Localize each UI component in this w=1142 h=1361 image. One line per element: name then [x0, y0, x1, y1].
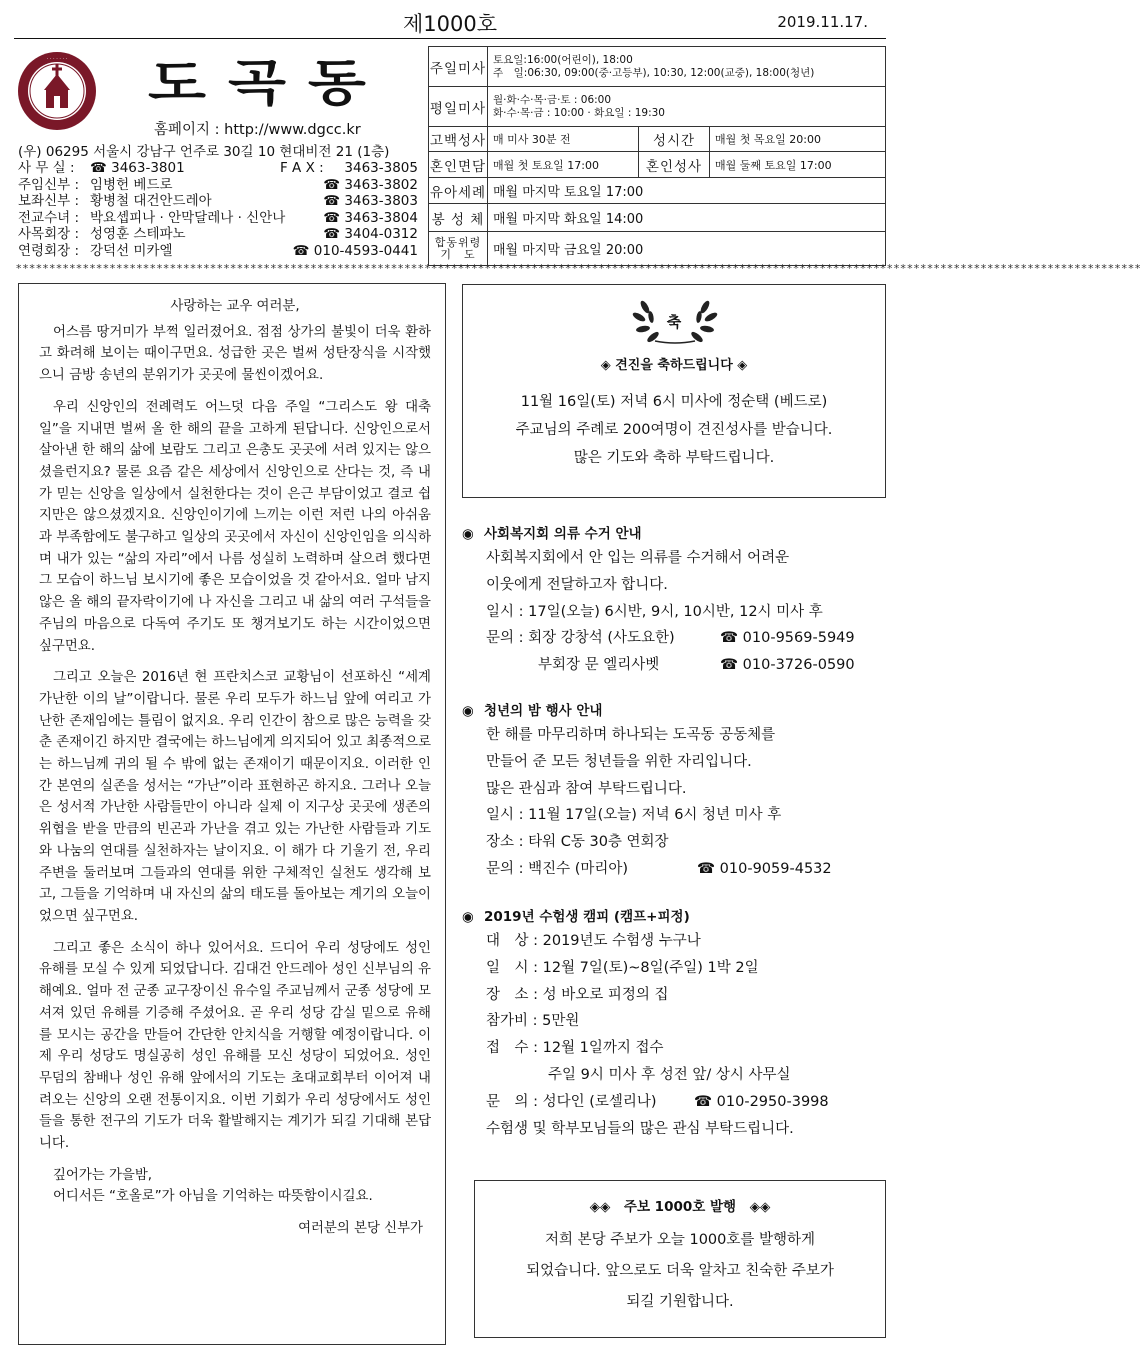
notice-line: 저희 본당 주보가 오늘 1000호를 발행하게	[544, 1232, 816, 1248]
letter-paragraph: 그리고 좋은 소식이 하나 있어서요. 드디어 우리 성당에도 성인 유해를 모실 수 있게 되었답니다. 김대건 안드레아 성인 신부님의 유해예요. 얼마 전 군종 교구장이신 유수일 주교님께서 군종 성당에 모셔져 있던 유해를 기증해 주셨어요. 곧 우리 성당 감실 밑으로 유해를 모시는 공간을 만들어 간단한 안치식을 거행할 예정이랍니다. 이제 우리 성당도 명실공히 성인 유해를 모신 성당이 되었어요. 성인 무덤의 참배나 성인 유해 앞에서의 기도는 초대교회부터 이어져 내려오는 신앙의 오랜 전통이지요. 이번 기회가 우리 성당에서도 성인들을 통한 전구의 기도가 더욱 활발해지는 계기가 되길 기대해 본답니다.	[39, 940, 431, 1152]
clothes-drive-notice	[462, 523, 892, 679]
parish-address: (우) 06295 서울시 강남구 언주로 30길 10 현대비전 21 (1층)	[18, 144, 390, 160]
notice-title-text: 2019년 수험생 캠피 (캠프+피정)	[484, 909, 690, 925]
notice-line: 대 상 : 2019년도 수험생 누구나	[486, 933, 701, 949]
staff-label: 전교수녀 :	[18, 209, 80, 226]
letter-paragraph: 우리 신앙인의 전례력도 어느덧 다음 주일 “그리스도 왕 대축일”을 지내면 벌써 올 한 해의 끝을 고하게 된답니다. 신앙인으로서 살아낸 한 해의 삶에 보람도 그리고 은총도 곳곳에 서려 있지는 않으셨을런지요? 물론 요즘 같은 세상에서 신앙인으로 산다는 것, 즉 내가 믿는 신앙을 일상에서 실천한다는 것이 은근 부담이었고 결코 쉽지만은 않으셨겠지요. 신앙인이기에 느끼는 이런 저런 나의 아쉬움과 부족함에도 불구하고 일상의 곳곳에서 자신이 신앙인임을 의식하며 내가 있는 “삶의 자리”에서 나름 성실히 노력하며 살으려 했다면 그 모습이 하느님 보시기에 좋은 모습이었을 것 같아서요. 얼마 남지 않은 올 해의 끝자락이기에 나 자신을 그리고 내 삶의 여러 구석들을 주님의 마음으로 다독여 주기도 또 챙겨보기도 하는 시간이었으면 싶구먼요.	[39, 399, 431, 654]
header-divider	[14, 38, 886, 39]
contact-name: 문 의 : 성다인 (로셀리나)	[486, 1093, 657, 1110]
staff-phone: ☎ 3463-3802	[323, 176, 418, 193]
staff-name: 강덕선 미카엘	[90, 242, 173, 259]
weekday-mass-line2: 화·수·목·금 : 10:00 · 화요일 : 19:30	[493, 106, 665, 119]
staff-label: 주임신부 :	[18, 176, 80, 193]
office-phone: ☎ 3463-3801	[90, 160, 185, 176]
communion-value: 매월 마지막 화요일 14:00	[488, 204, 886, 232]
letter-greeting: 사랑하는 교우 여러분,	[170, 299, 300, 314]
bullet-icon: ◉	[462, 909, 474, 925]
staff-row-pastor	[18, 177, 418, 194]
holy-hour-label: 성시간	[639, 127, 710, 152]
congrats-line: 주교님의 주례로 200여명이 견진성사를 받습니다.	[515, 422, 833, 438]
communion-label: 봉 성 체	[429, 204, 488, 232]
notice-title	[462, 906, 892, 928]
staff-row-assistant	[18, 193, 418, 210]
bulletin-1000-notice-box	[474, 1180, 886, 1338]
staff-label: 사목회장 :	[18, 226, 80, 242]
notice-line: 참가비 : 5만원	[486, 1013, 580, 1030]
sunday-mass-line2: 주 일:06:30, 09:00(중·고등부), 10:30, 12:00(교중), 18:00(청년)	[493, 66, 815, 79]
sunday-mass-label: 주일미사	[429, 47, 488, 87]
memorial-prayer-label-2: 기 도	[440, 247, 476, 261]
congrats-line: 11월 16일(토) 저녁 6시 미사에 정순택 (베드로)	[520, 394, 828, 410]
staff-name: 황병철 대건안드레아	[90, 193, 212, 209]
notice-line: 되었습니다. 앞으로도 더욱 알차고 친숙한 주보가	[526, 1263, 834, 1279]
contact-name: 문의 : 회장 강창석 (사도요한)	[486, 630, 675, 647]
svg-text:· · · · · · ·: · · · · · · ·	[46, 56, 68, 62]
staff-name: 임병헌 베드로	[90, 176, 173, 193]
notice-line: 수험생 및 학부모님들의 많은 관심 부탁드립니다.	[486, 1120, 794, 1137]
staff-name: 성영훈 스테파노	[90, 226, 186, 242]
contact-name: 문의 : 백진수 (마리아)	[486, 860, 629, 877]
memorial-prayer-label	[429, 232, 488, 266]
contact-phone: ☎ 010-9059-4532	[697, 860, 832, 877]
issue-number: 제1000호	[402, 12, 497, 36]
confession-value: 매 미사 30분 전	[488, 127, 639, 152]
notice-line: 장 소 : 성 바오로 피정의 집	[486, 986, 669, 1003]
notice-line: 일시 : 11월 17일(오늘) 저녁 6시 청년 미사 후	[486, 807, 782, 824]
contact-name: 부회장 문 엘리사벳	[538, 657, 660, 674]
notice-line: 많은 관심과 참여 부탁드립니다.	[486, 780, 687, 797]
staff-directory	[18, 160, 418, 259]
staff-label: 사 무 실 :	[18, 160, 75, 176]
notice-title-text: 사회복지회 의류 수거 안내	[484, 526, 642, 542]
notice-line: 접 수 : 12월 1일까지 접수	[486, 1040, 664, 1057]
notice-line	[462, 625, 892, 652]
marriage-interview-label: 혼인면담	[429, 152, 488, 178]
marriage-label: 혼인성사	[639, 152, 710, 178]
bulletin-title: 도곡동	[148, 54, 388, 113]
notice-line	[462, 1089, 892, 1116]
congrats-title: ◈ 견진을 축하드립니다 ◈	[600, 358, 748, 373]
holy-hour-value: 매월 첫 목요일 20:00	[710, 127, 886, 152]
confession-label: 고백성사	[429, 127, 488, 152]
notice-line	[462, 856, 892, 883]
staff-phone: ☎ 010-4593-0441	[292, 242, 418, 259]
letter-paragraph: 어스름 땅거미가 부쩍 일러졌어요. 점점 상가의 불빛이 더욱 환하고 화려해 보이는 때이구먼요. 성급한 곳은 벌써 성탄장식을 시작했으니 금방 송년의 분위기가 곳곳에 물씬이겠어요.	[39, 324, 431, 384]
notice-title	[462, 523, 892, 545]
staff-row-sisters	[18, 210, 418, 227]
weekday-mass-label: 평일미사	[429, 87, 488, 127]
notice-title	[462, 700, 892, 722]
notice-line	[462, 652, 892, 679]
homepage-link[interactable]: 홈페이지 : http://www.dgcc.kr	[154, 122, 361, 138]
parish-logo	[16, 50, 98, 132]
staff-label: 연령회장 :	[18, 242, 80, 259]
notice-line: 이웃에게 전달하고자 합니다.	[486, 576, 668, 593]
letter-signature: 여러분의 본당 신부가	[298, 1221, 423, 1237]
fax-label: F A X :	[280, 160, 324, 176]
staff-name: 박요셉피나 · 안막달레나 · 신안나	[90, 209, 286, 226]
marriage-interview-value: 매월 첫 토요일 17:00	[488, 152, 639, 178]
letter-closing-2: 어디서든 “호올로”가 아님을 기억하는 따뜻함이시길요.	[53, 1189, 373, 1205]
staff-row-funeral	[18, 243, 418, 260]
notice-line: 일시 : 17일(오늘) 6시반, 9시, 10시반, 12시 미사 후	[486, 603, 823, 620]
fax-number: 3463-3805	[344, 160, 418, 176]
staff-phone: ☎ 3404-0312	[323, 226, 418, 242]
infant-baptism-value: 매월 마지막 토요일 17:00	[488, 178, 886, 204]
notice-body	[475, 1225, 885, 1318]
notice-title-text: 청년의 밤 행사 안내	[484, 703, 603, 719]
memorial-prayer-label-1: 합동위령	[434, 235, 482, 249]
staff-label: 보좌신부 :	[18, 193, 80, 209]
notice-line: 만들어 준 모든 청년들을 위한 자리입니다.	[486, 753, 752, 770]
congrats-body	[463, 388, 885, 472]
staff-row-council	[18, 226, 418, 243]
confirmation-congrats-box	[462, 284, 886, 498]
congrats-line: 많은 기도와 축하 부탁드립니다.	[573, 450, 775, 466]
weekday-mass-line1: 월·화·수·목·금·토 : 06:00	[493, 93, 612, 106]
notice-title: ◈◈ 주보 1000호 발행 ◈◈	[589, 1199, 771, 1215]
mass-schedule-table	[428, 46, 886, 266]
issue-date: 2019.11.17.	[777, 13, 868, 31]
staff-phone: ☎ 3463-3803	[323, 193, 418, 209]
youth-night-notice	[462, 700, 892, 883]
star-divider: ************************************************************************************************************************************************************************	[16, 262, 1142, 275]
notice-line: 사회복지회에서 안 입는 의류를 수거해서 어려운	[486, 550, 790, 566]
pastor-letter-box	[18, 283, 446, 1345]
staff-phone: ☎ 3463-3804	[323, 209, 418, 226]
notice-line: 장소 : 타워 C동 30층 연회장	[486, 834, 669, 851]
notice-line: 주일 9시 미사 후 성전 앞/ 상시 사무실	[548, 1066, 791, 1083]
notice-line: 일 시 : 12월 7일(토)~8일(주일) 1박 2일	[486, 959, 759, 976]
notice-line: 되길 기원합니다.	[626, 1294, 734, 1310]
contact-phone: ☎ 010-3726-0590	[720, 657, 855, 674]
bullet-icon: ◉	[462, 703, 474, 719]
contact-phone: ☎ 010-2950-3998	[694, 1093, 829, 1110]
notice-line: 한 해를 마무리하며 하나되는 도곡동 공동체를	[486, 727, 776, 743]
marriage-value: 매월 둘째 토요일 17:00	[710, 152, 886, 178]
memorial-prayer-value: 매월 마지막 금요일 20:00	[488, 232, 886, 266]
bullet-icon: ◉	[462, 526, 474, 542]
congrats-badge: 축	[666, 313, 682, 331]
sunday-mass-line1: 토요일:16:00(어린이), 18:00	[493, 53, 633, 66]
exam-camp-notice	[462, 906, 892, 1142]
contact-phone: ☎ 010-9569-5949	[720, 630, 855, 647]
staff-row-office	[18, 160, 418, 177]
letter-paragraph: 그리고 오늘은 2016년 현 프란치스코 교황님이 선포하신 “세계 가난한 이의 날”이랍니다. 물론 우리 모두가 하느님 앞에 여리고 가난한 존재임에는 틀림이 없지요. 우리 인간이 참으로 많은 능력을 갖춘 존재이긴 하지만 결국에는 하느님에게 의지되어 있고 최종적으로는 하느님께 귀의 될 수 밖에 없는 존재이기 때문이지요. 이러한 인간 본연의 실존을 성서는 “가난”이라 표현하곤 하지요. 그러나 오늘은 성서적 가난한 사람들만이 아니라 실제 이 지구상 곳곳에 생존의 위협을 받을 만큼의 빈곤과 가난을 겪고 있는 가난한 사람들과 기도와 나눔의 연대를 실천하자는 날이지요. 이 해가 다 기울기 전, 우리 주변을 둘러보며 그들과의 연대를 위한 구체적인 실천도 생각해 보고, 그들을 기억하며 내 자신의 삶의 태도를 돌아보는 계기의 오늘이었으면 싶구먼요.	[39, 670, 431, 924]
letter-closing-1: 깊어가는 가을밤,	[53, 1167, 153, 1183]
infant-baptism-label: 유아세례	[429, 178, 488, 204]
